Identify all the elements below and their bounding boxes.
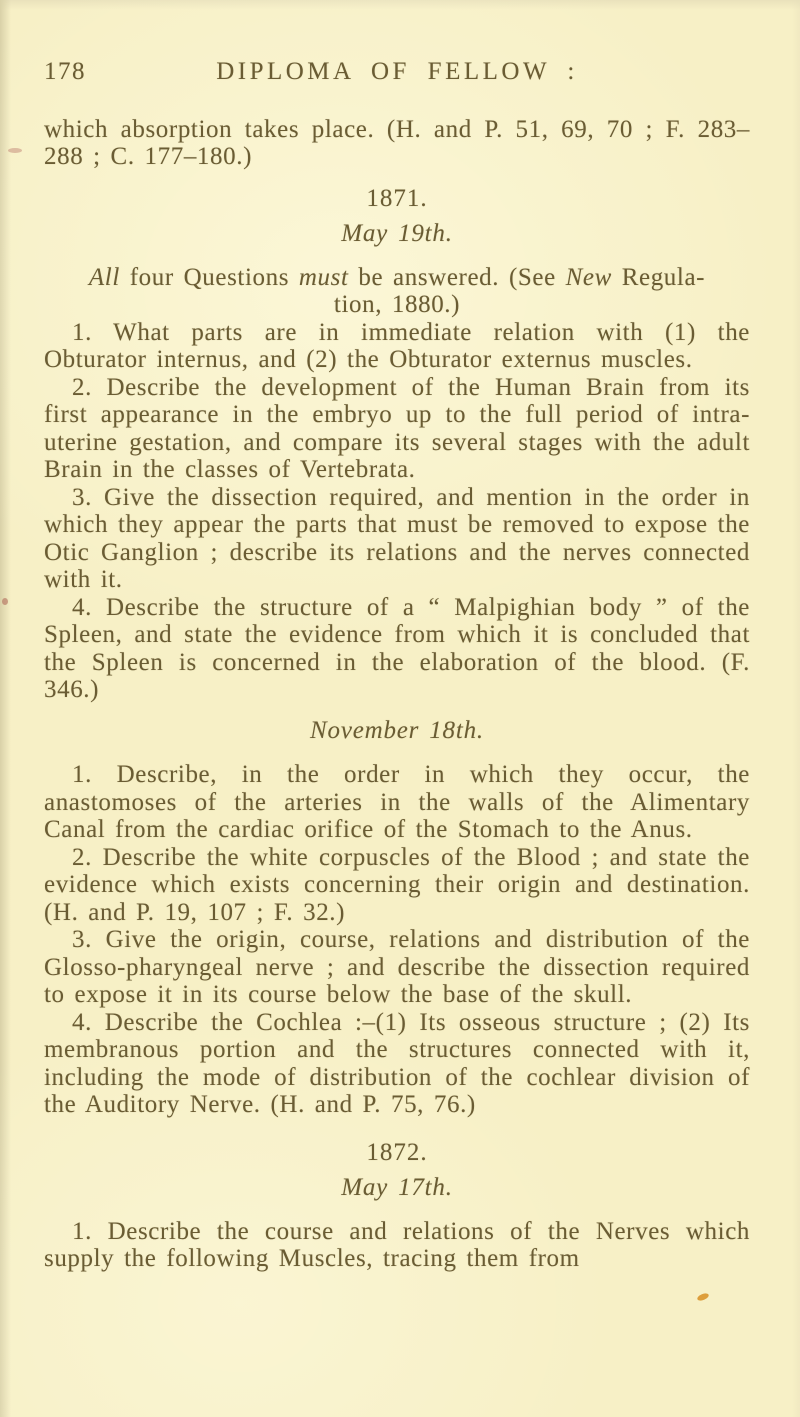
note-italic-all: All [88, 263, 120, 291]
note-text-line2: tion, 1880.) [333, 291, 461, 318]
paper-fleck-red [2, 598, 8, 605]
running-head: DIPLOMA OF FELLOW : [216, 58, 578, 85]
sitting-date-may-19: May 19th. [341, 220, 453, 247]
question-1871-november-1: 1. Describe, in the order in which they occur, the anastomoses of the arteries in the walls of the Alimentary Canal from the cardiac orifice of the Stomach to the Anus. [44, 761, 750, 843]
question-1871-may-2: 2. Describe the development of the Human Brain from its first appearance in the embryo up to the full period of intra-uterine gestation, and compare its several stages with the adult Brain in the classes of Vertebrata. [44, 373, 750, 483]
year-heading-1871: 1871. [366, 184, 428, 212]
paper-fleck-orange [696, 1292, 709, 1302]
paper-fleck-pink [8, 148, 22, 153]
sitting-date-may-17: May 17th. [341, 1174, 453, 1201]
note-italic-must: must [298, 263, 349, 291]
year-heading-1872: 1872. [366, 1138, 428, 1166]
exam-instruction-note [44, 264, 750, 319]
note-italic-new: New [565, 263, 612, 291]
question-1871-may-3: 3. Give the dissection required, and mention in the order in which they appear the parts that must be removed to expose the Otic Ganglion ; describe its relations and the nerves connected with it. [44, 483, 750, 593]
sitting-date-november-18: November 18th. [310, 716, 484, 744]
question-1871-november-4: 4. Describe the Cochlea :–(1) Its osseous structure ; (2) Its membranous portion and the structures connected with it, including the mode of distribution of the cochlear division of the Auditory Nerve. (H. and P. 75, 76.) [44, 1008, 750, 1118]
intro-continuation-paragraph: which absorption takes place. (H. and P. 51, 69, 70 ; F. 283–288 ; C. 177–180.) [44, 115, 750, 170]
page-number: 178 [44, 58, 86, 85]
question-1872-may-1: 1. Describe the course and relations of the Nerves which supply the following Muscles, tracing them from [44, 1217, 750, 1272]
page-header [44, 58, 750, 86]
question-1871-may-4: 4. Describe the structure of a “ Malpighian body ” of the Spleen, and state the evidence from which it is concluded that the Spleen is concerned in the elaboration of the blood. (F. 346.) [44, 593, 750, 703]
question-1871-november-3: 3. Give the origin, course, relations and distribution of the Glosso-pharyngeal nerve ; and describe the dissection required to expose it in its course below the base of the skull. [44, 926, 750, 1008]
note-text: Regula- [611, 263, 706, 291]
note-text: four Questions [119, 263, 299, 291]
question-1871-november-2: 2. Describe the white corpuscles of the Blood ; and state the evidence which exists concerning their origin and destination. (H. and P. 19, 107 ; F. 32.) [44, 843, 750, 926]
question-1871-may-1: 1. What parts are in immediate relation with (1) the Obturator internus, and (2) the Obturator externus muscles. [44, 318, 750, 373]
note-text: be answered. (See [348, 263, 566, 291]
